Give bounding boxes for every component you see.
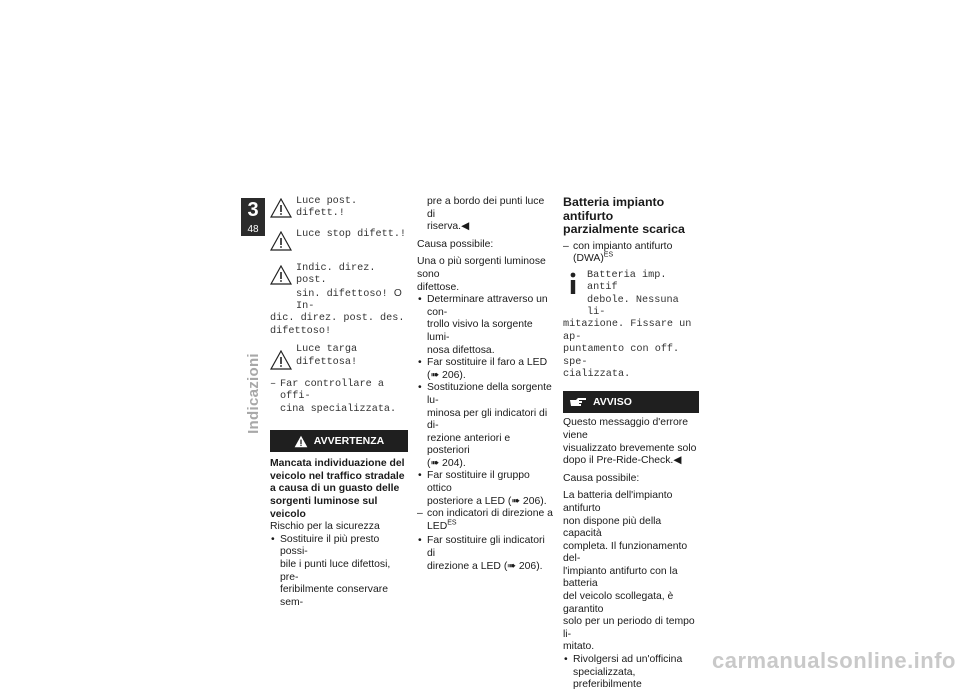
warning-banner: AVVERTENZA: [270, 430, 408, 452]
notice-banner: AVVISO: [563, 391, 699, 413]
dash-item: – con impianto antifurto (DWA)$^{ES}$: [563, 240, 673, 265]
list-item: • Far sostituire gli indicatori di direzione a LED (➠ 206).: [418, 535, 545, 572]
warning-message-4: Luce targa difettosa!: [270, 344, 408, 369]
cause-label: Causa possibile:: [563, 472, 640, 484]
warning-message-3: Indic. direz. post. sin. difettoso! O In- dic. direz. post. des. difettoso!: [270, 262, 405, 337]
warning-triangle-icon: [270, 265, 292, 285]
warning-triangle-icon: [294, 435, 308, 448]
column-1: [270, 196, 408, 609]
list-item: • Determinare attraverso un con- trollo visivo la sorgente lumi- nosa difettosa.: [418, 294, 548, 356]
end-mark-icon: ◀: [673, 455, 682, 467]
continued-text: pre a bordo dei punti luce di riserva.◀: [427, 196, 545, 233]
pointing-hand-icon: [569, 396, 587, 408]
warning-triangle-icon: [270, 231, 292, 251]
chapter-number: 3: [247, 199, 259, 221]
list-item: • Sostituire il più presto possi- bile i punti luce difettosi, pre- feribilmente conservare sem-: [271, 533, 391, 608]
warning-message-1: Luce post. difett.!: [270, 196, 408, 221]
dash-item: – con indicatori di direzione a $LED^{ES}$: [417, 508, 553, 532]
page-number: 48: [247, 224, 259, 235]
watermark-logo: carmanualsonline.info: [712, 648, 956, 673]
info-icon: [563, 270, 583, 296]
column-2: pre a bordo dei punti luce di riserva.◀ Causa possibile: Una o più sorgenti luminose sono difettose. • Determinare attraverso un con- trollo visivo la sorgente lumi- nosa difettosa. • Far sostituire il faro a LED (➠ 206). • Sostituzione della sorgente lu- minosa per gli indicatori di di- rezione anteriori e posteriori (➠ 204). • Far sostituire il gruppo ottico posteriore a LED (➠ 206). – con indicatori di direzione a $LED^{ES}$ • Far sostituire gli indicatori di direzione a LED (➠ 206).: [417, 196, 553, 572]
dash-item: – Far controllare a offi- cina specializzata.: [270, 379, 397, 415]
chapter-side-title: Indicazioni: [244, 352, 262, 434]
section-heading: Batteria impianto antifurto parzialmente scarica: [563, 195, 685, 236]
bullet-list: [417, 294, 553, 508]
cause-label: Causa possibile:: [417, 238, 494, 250]
warning-triangle-icon: [270, 350, 292, 370]
risk-text: Rischio per la sicurezza: [270, 521, 380, 533]
bullet-list: [417, 535, 553, 573]
warning-message-2: Luce stop difett.!: [270, 229, 408, 253]
list-item: • Sostituzione della sorgente lu- minosa per gli indicatori di di- rezione anteriori e posteriori (➠ 204).: [418, 382, 552, 469]
warning-title: Mancata individuazione del veicolo nel traffico stradale a causa di un guasto delle sorgenti luminose sul veicolo: [270, 458, 405, 520]
list-item: • Far sostituire il faro a LED (➠ 206).: [418, 357, 548, 381]
warning-triangle-icon: [270, 198, 292, 218]
end-mark-icon: ◀: [461, 221, 470, 233]
column-3: Batteria impianto antifurto parzialmente scarica – con impianto antifurto (DWA)$^{ES}$ Batteria imp. antif debole. Nessuna li- mitazione. Fissare un ap- puntamento con off. spe- cializzata. AVVISO Questo messaggio d'errore viene visualizzato brevemente solo dopo il Pre-Ride-Check.◀ Causa possibile: La batteria dell'impianto antifurto non dispone più della capacità completa. Il funzionamento del- l'impianto antifurto con la batteria del veicolo scollegata, è garantito solo per un periodo di tempo li- mitato. • Rivolgersi ad un'officina specializzata, preferibilmente: [563, 196, 699, 692]
list-item: • Rivolgersi ad un'officina specializzata, preferibilmente: [564, 654, 683, 691]
bullet-list: [270, 534, 408, 610]
info-message: Batteria imp. antif debole. Nessuna li- mitazione. Fissare un ap- puntamento con off. spe- cializzata.: [563, 269, 692, 380]
list-item: • Far sostituire il gruppo ottico posteriore a LED (➠ 206).: [418, 470, 547, 507]
